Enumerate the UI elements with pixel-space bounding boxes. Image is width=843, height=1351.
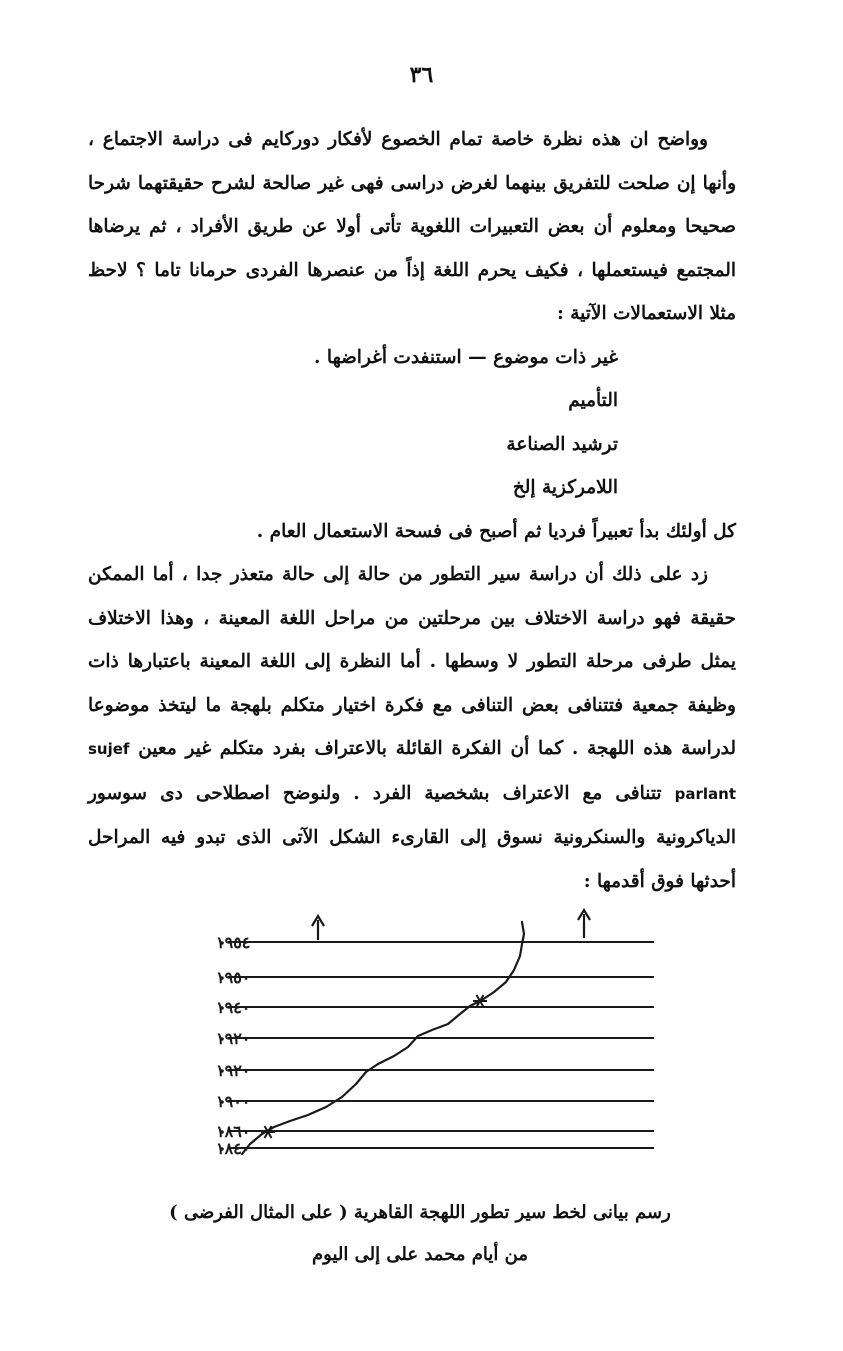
up-arrow-icon (578, 910, 590, 938)
year-label: ١٩٢٠ (216, 1061, 251, 1080)
body-text (88, 118, 736, 903)
year-label: ١٩٢٠ (216, 1029, 251, 1048)
example-item: التأميم (568, 390, 618, 411)
evolution-diagram (150, 908, 670, 1170)
figure-caption (120, 1192, 720, 1276)
page-number: ٣٦ (409, 62, 434, 88)
year-label: ١٩٠٠ (216, 1092, 251, 1111)
evolution-diagram-svg (150, 908, 670, 1170)
paragraph-evolution-part-2: تتنافى مع الاعتراف بشخصية الفرد . ولنوضح اصطلاحى دى سوسور الدياكرونية والسنكرونية نسوق إلى القارىء الشكل الآتى الذى تبدو فيه المراحل أحدثها فوق أقدمها : (88, 782, 736, 892)
paragraph-durkheim: وواضح ان هذه نظرة خاصة تمام الخصوع لأفكار دوركايم فى دراسة الاجتماع ، وأنها إن صلحت للتفريق بينهما لغرض دراسى فهى غير صالحة لشرح حقيقتهما شرحا صحيحا ومعلوم أن بعض التعبيرات اللغوية تأتى أولا عن طريق الأفراد ، ثم يرضاها المجتمع فيستعملها ، فكيف يحرم اللغة إذاً من عنصرها الفردى حرمانا تاما ؟ لاحظ مثلا الاستعمالات الآتية : (88, 129, 736, 324)
caption-line-1: رسم بيانى لخط سير تطور اللهجة القاهرية ( على المثال الفرضى ) (169, 1202, 671, 1223)
paragraph-usage: كل أولئك بدأ تعبيراً فرديا ثم أصبح فى فسحة الاستعمال العام . (256, 520, 736, 542)
paragraph-evolution (88, 553, 736, 903)
latin-term: sujef parlant (88, 740, 736, 803)
year-label: ١٩٥٠ (216, 968, 251, 987)
example-item: ترشيد الصناعة (506, 433, 618, 455)
caption-line-2: من أيام محمد على إلى اليوم (312, 1244, 528, 1265)
year-label: ١٩٥٤ (216, 933, 251, 952)
examples-list (88, 336, 736, 510)
paragraph-evolution-part-1: زد على ذلك أن دراسة سير التطور من حالة إلى حالة متعذر جدا ، أما الممكن حقيقة فهو دراسة الاختلاف بين مرحلتين من مراحل اللغة المعينة ، وهذا الاختلاف يمثل طرفى مرحلة التطور لا وسطها . أما النظرة إلى اللغة المعينة باعتبارها ذات وظيفة جمعية فتتنافى بعض التنافى مع فكرة اختيار متكلم بلهجة ما ليتخذ موضوعا لدراسة هذه اللهجة . كما أن الفكرة القائلة بالاعتراف بفرد متكلم غير معين (88, 564, 736, 759)
year-label: ١٨٦٠ (216, 1122, 251, 1141)
up-arrow-icon (312, 916, 324, 940)
example-item: غير ذات موضوع — استنفدت أغراضها . (314, 346, 618, 368)
example-item: اللامركزية إلخ (512, 477, 618, 498)
year-label: ١٩٤٠ (216, 998, 251, 1017)
year-label: ١٨٤٠ (216, 1139, 251, 1158)
